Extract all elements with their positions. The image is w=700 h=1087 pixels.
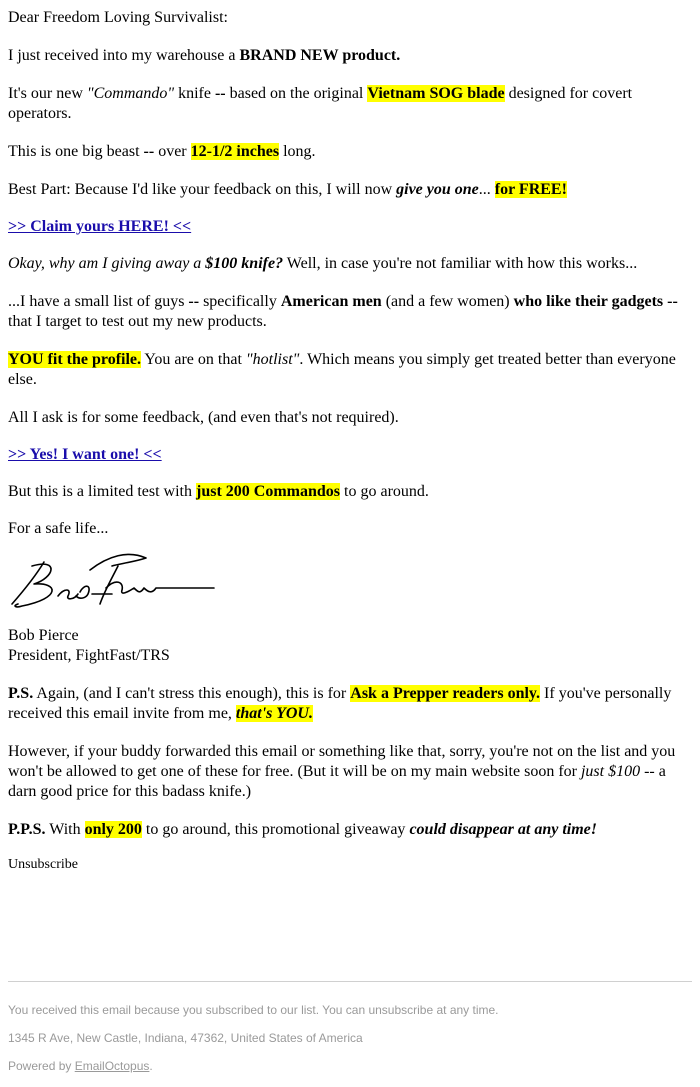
bold-text: -- — [214, 85, 226, 102]
greeting: Dear Freedom Loving Survivalist: — [8, 9, 228, 26]
highlight-italic-text: that's YOU. — [235, 705, 313, 722]
bold-text: -- — [143, 143, 155, 160]
text: It's our new — [8, 85, 87, 102]
signature-icon — [8, 548, 696, 612]
paragraph-big-beast — [8, 142, 696, 162]
paragraph-commando — [8, 84, 696, 124]
text: ...I have a small list of guys — [8, 293, 189, 310]
paragraph-pps — [8, 820, 696, 840]
text: (and a few women) — [381, 293, 514, 310]
text: designed for covert operators. — [8, 85, 633, 122]
paragraph-new-product — [8, 46, 696, 66]
closing-line: For a safe life... — [8, 520, 109, 537]
text: But this is a limited test with — [8, 483, 196, 500]
italic-text: "Commando" — [86, 85, 175, 102]
italic-text: just $100 — [580, 763, 641, 780]
text: to go around. — [340, 483, 429, 500]
text: specifically — [199, 293, 281, 310]
highlight-text: just 200 Commandos — [196, 483, 341, 500]
bold-text: P.S. — [8, 685, 34, 702]
text: knife — [174, 85, 215, 102]
highlight-text: Ask a Prepper readers only. — [350, 685, 541, 702]
bold-text: P.P.S. — [8, 821, 46, 838]
text: If you've personally received this email invite from me, — [8, 685, 672, 722]
text: based on the original — [225, 85, 368, 102]
paragraph-best-part — [8, 180, 696, 200]
footer-powered-by — [8, 1058, 692, 1074]
bold-text: BRAND NEW product. — [239, 47, 401, 64]
powered-by-suffix: . — [149, 1059, 153, 1073]
highlight-text: for FREE! — [494, 181, 567, 198]
email-body — [8, 8, 696, 875]
footer-address: 1345 R Ave, New Castle, Indiana, 47362, United States of America — [8, 1031, 363, 1045]
signer-name: Bob Pierce — [8, 627, 79, 644]
paragraph-feedback: All I ask is for some feedback, (and even that's not required). — [8, 409, 399, 426]
highlight-text: only 200 — [84, 821, 142, 838]
text: Best Part: Because I'd like your feedback on this, I will now — [8, 181, 397, 198]
paragraph-ps — [8, 684, 696, 724]
footer-divider — [8, 981, 692, 982]
text: over — [154, 143, 191, 160]
bold-italic-text: give you one — [396, 181, 479, 198]
bold-italic-text: could disappear at any time! — [409, 821, 597, 838]
text: You are on that — [141, 351, 246, 368]
signer-title: President, FightFast/TRS — [8, 647, 170, 664]
text: However, if your buddy forwarded this email or something like that, sorry, you're not on the list and you won't be allowed to get one of these for free. (But it will be on my main website soon for — [8, 743, 676, 780]
paragraph-small-list — [8, 292, 696, 332]
text: -- a darn good price for this badass knife.) — [8, 763, 666, 800]
emailoctopus-link[interactable]: EmailOctopus — [74, 1059, 150, 1073]
highlight-text: 12-1/2 inches — [190, 143, 280, 160]
highlight-text: YOU fit the profile. — [8, 351, 142, 368]
paragraph-why-giving — [8, 254, 696, 274]
want-one-link[interactable]: >> Yes! I want one! << — [8, 446, 162, 463]
text: that I target to test out my new products. — [8, 313, 267, 330]
paragraph-fit-profile — [8, 350, 696, 390]
bold-text: -- — [188, 293, 200, 310]
bold-italic-text: $100 knife? — [205, 255, 284, 272]
text: This is one big beast — [8, 143, 144, 160]
highlight-text: Vietnam SOG blade — [367, 85, 505, 102]
text: With — [45, 821, 85, 838]
claim-yours-link[interactable]: >> Claim yours HERE! << — [8, 218, 192, 235]
text: Again, (and I can't stress this enough), this is for — [33, 685, 351, 702]
italic-text: "hotlist" — [245, 351, 300, 368]
want-one-link-paragraph — [8, 445, 696, 465]
bold-text: who like their gadgets -- — [513, 293, 678, 310]
claim-link-paragraph — [8, 217, 696, 237]
text: long. — [279, 143, 316, 160]
text: . Which means you simply get treated better than everyone else. — [8, 351, 676, 388]
paragraph-forwarded — [8, 742, 696, 802]
unsubscribe-link[interactable]: Unsubscribe — [8, 857, 78, 872]
powered-by-label: Powered by — [8, 1059, 75, 1073]
text: I just received into my warehouse a — [8, 47, 240, 64]
paragraph-limited-test — [8, 482, 696, 502]
italic-text: Okay, why am I giving away a — [8, 255, 206, 272]
text: ... — [478, 181, 495, 198]
footer-notice: You received this email because you subscribed to our list. You can unsubscribe at any time. — [8, 1003, 499, 1017]
bold-text: American men — [280, 293, 382, 310]
text: to go around, this promotional giveaway — [141, 821, 410, 838]
text: Well, in case you're not familiar with how this works... — [283, 255, 638, 272]
